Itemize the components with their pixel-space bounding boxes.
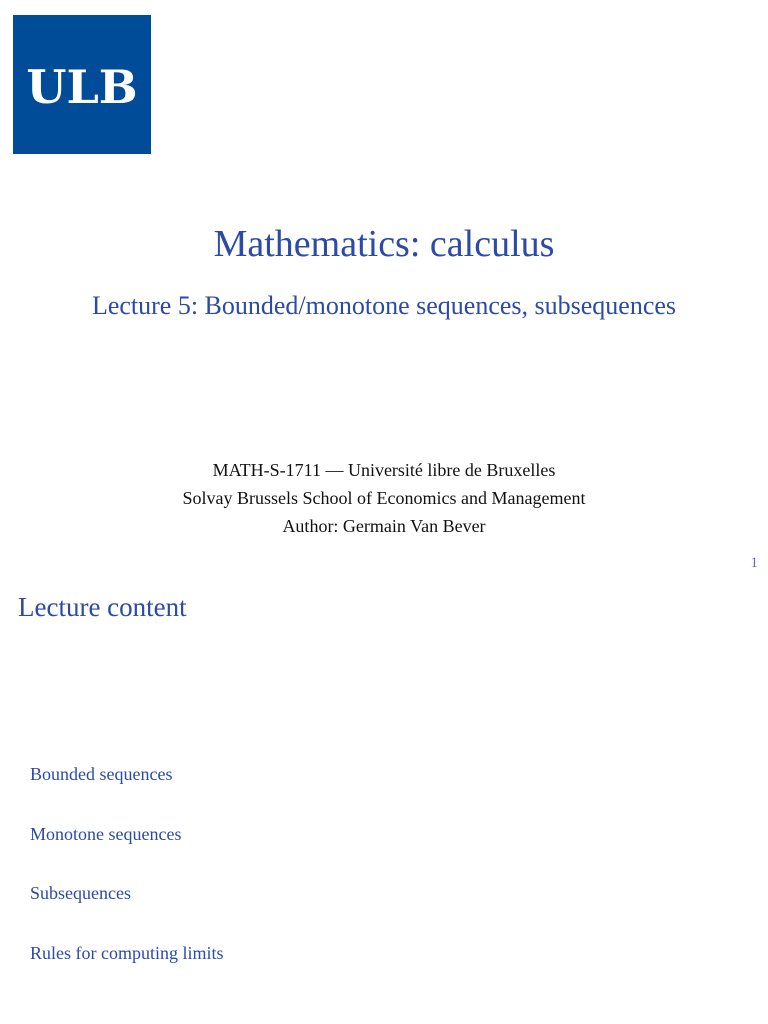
course-info — [0, 456, 768, 540]
author-line: Author: Germain Van Bever — [282, 516, 486, 536]
ulb-logo — [13, 15, 151, 154]
contents-item-bounded-sequences[interactable]: Bounded sequences — [30, 764, 173, 784]
contents-list — [30, 760, 224, 998]
course-line: MATH-S-1711 — Université libre de Bruxelles — [212, 460, 556, 480]
contents-item-monotone-sequences[interactable]: Monotone sequences — [30, 823, 182, 844]
page-number: 1 — [750, 555, 758, 571]
contents-item-subsequences[interactable]: Subsequences — [30, 883, 131, 903]
contents-item-rules-for-limits[interactable]: Rules for computing limits — [30, 942, 224, 963]
section-heading: Lecture content — [18, 592, 187, 622]
logo-text: ULB — [26, 59, 138, 114]
lecture-subtitle: Lecture 5: Bounded/monotone sequences, subsequences — [91, 291, 677, 320]
page-title: Mathematics: calculus — [213, 223, 555, 265]
school-line: Solvay Brussels School of Economics and Management — [182, 488, 586, 508]
